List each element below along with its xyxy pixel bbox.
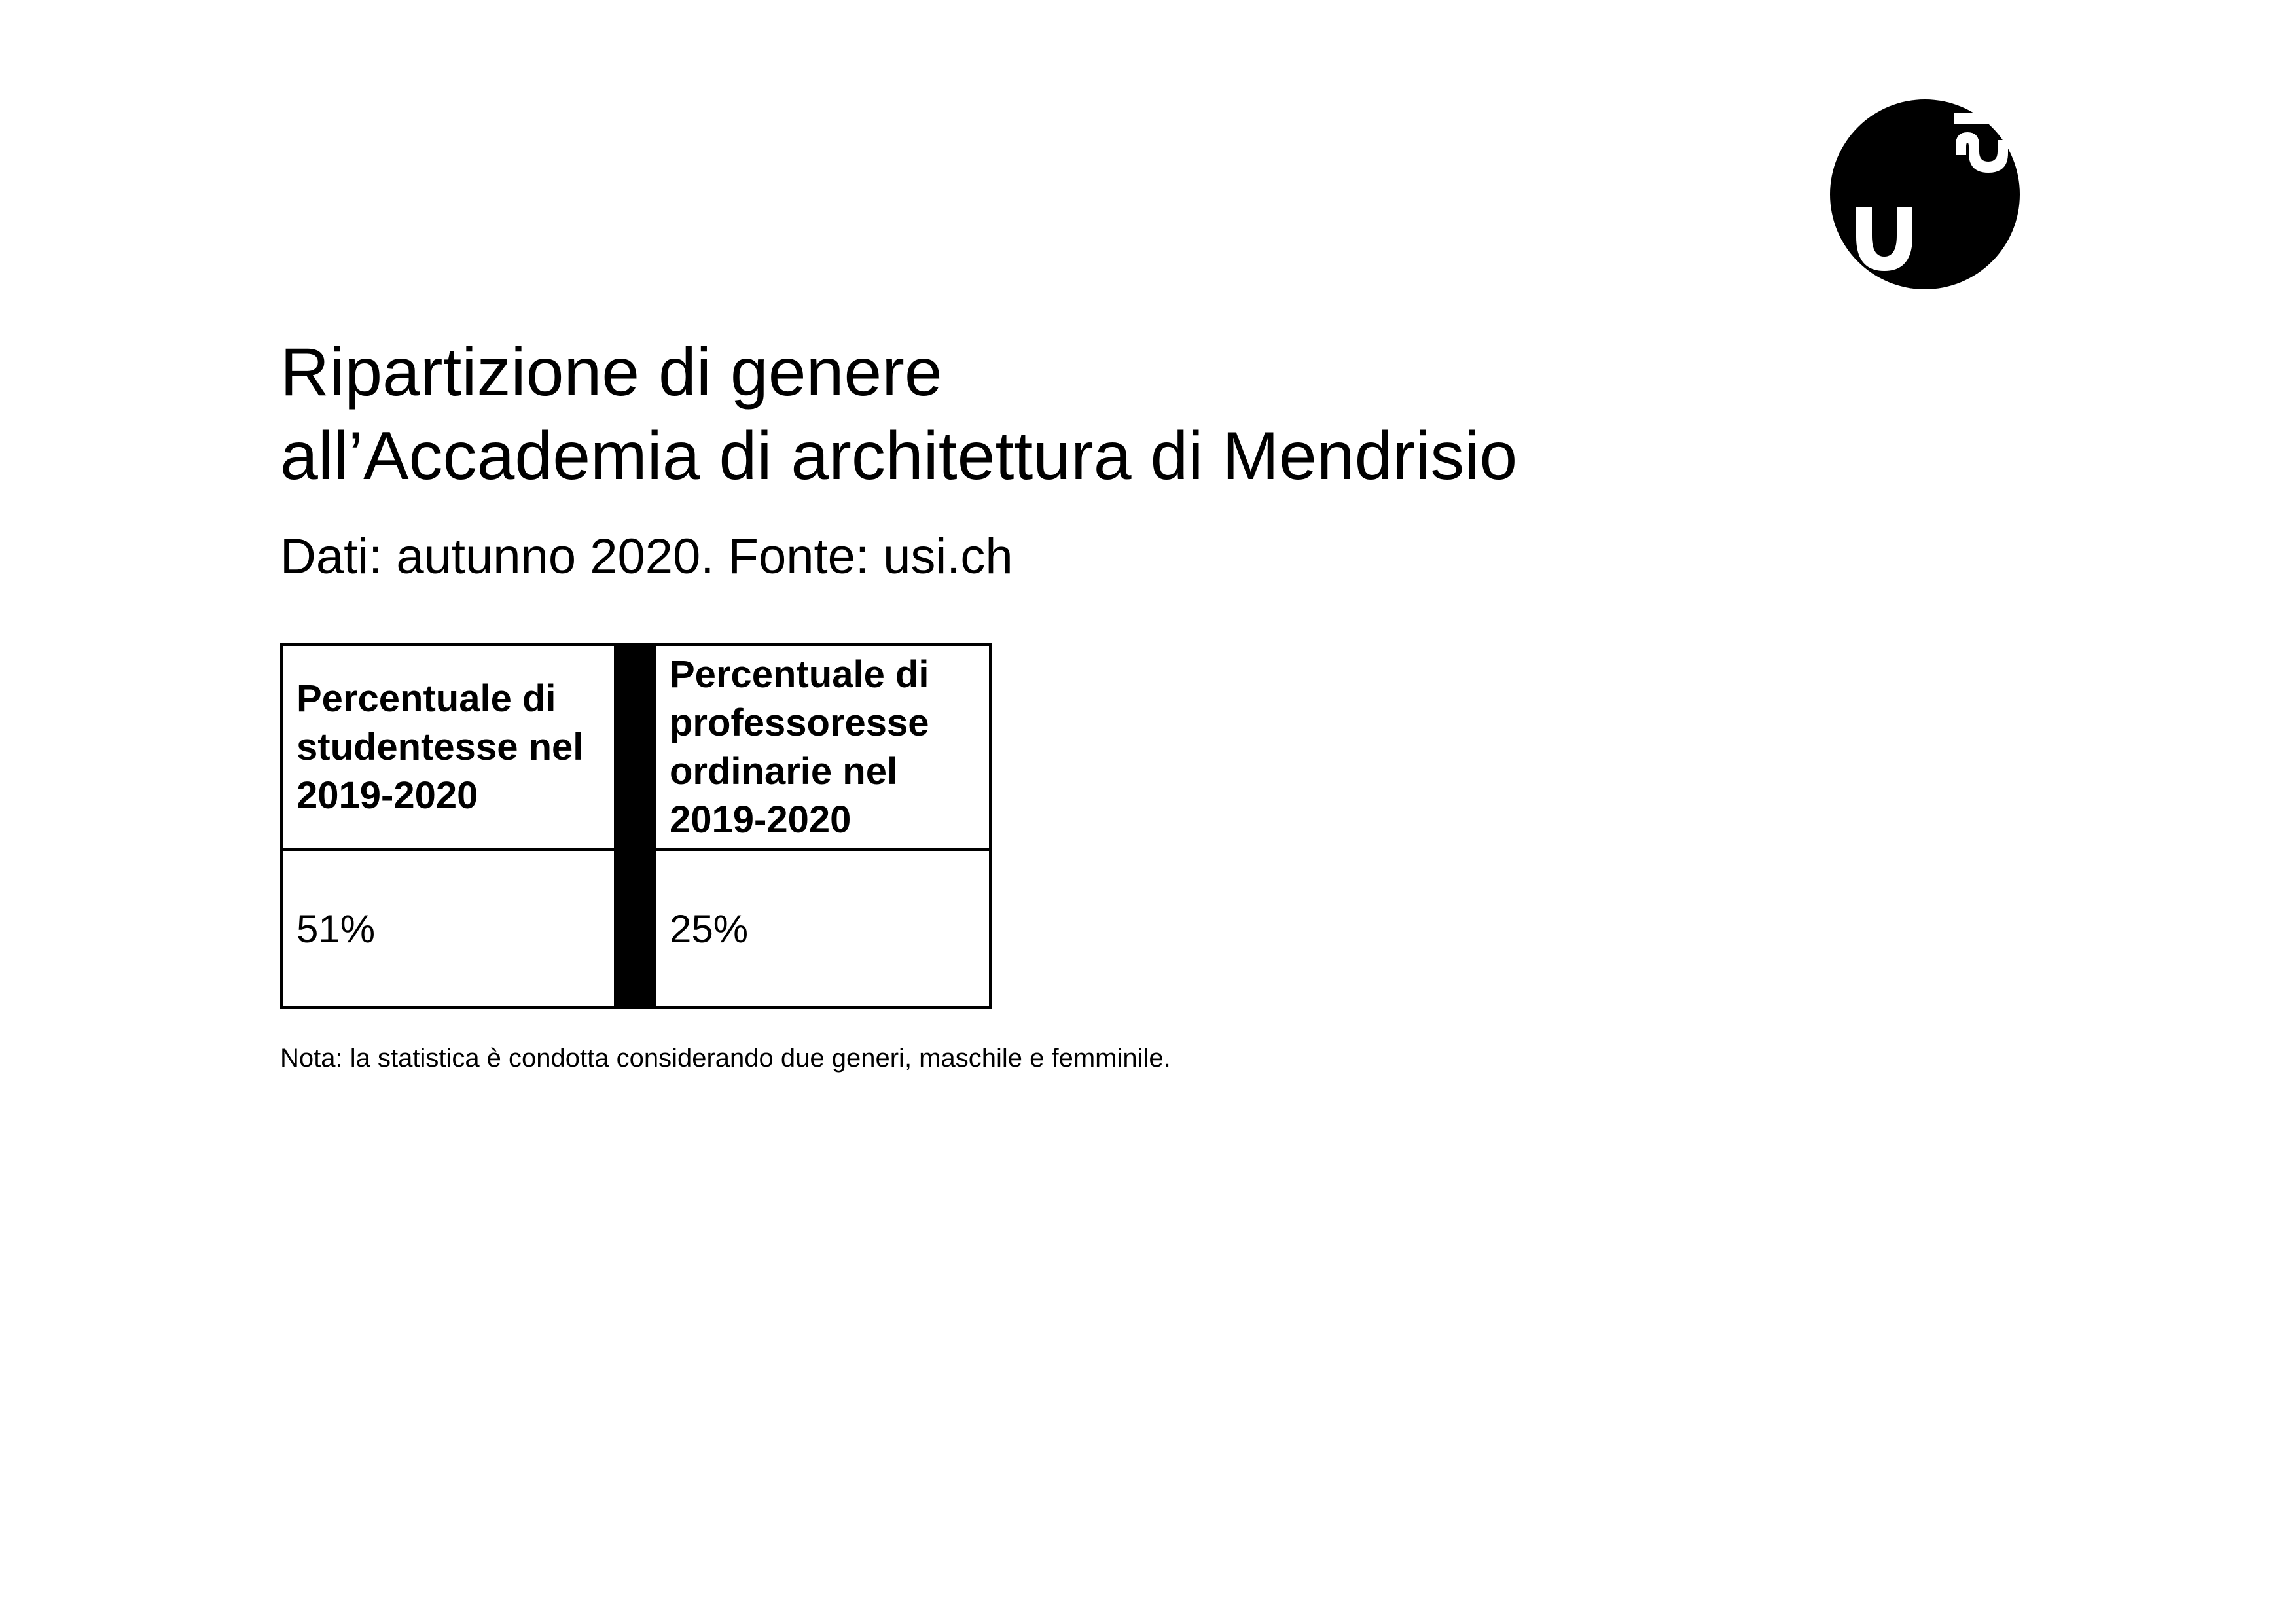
stat-students bbox=[283, 646, 617, 1006]
stat-students-label: Percentuale di studentesse nel 2019-2020 bbox=[283, 646, 614, 851]
column-divider bbox=[617, 646, 656, 1006]
usi-logo bbox=[1830, 99, 2020, 289]
stat-professors-label: Percentuale di professoresse ordinarie nel 2019-2020 bbox=[656, 646, 989, 851]
stat-students-value: 51% bbox=[296, 906, 376, 951]
title-line-1: Ripartizione di genere bbox=[280, 334, 942, 410]
stat-professors-value: 25% bbox=[670, 906, 749, 951]
subtitle: Dati: autunno 2020. Fonte: usi.ch bbox=[280, 529, 1013, 584]
footnote: Nota: la statistica è condotta considerando due generi, maschile e femminile. bbox=[280, 1044, 1171, 1073]
stats-table bbox=[280, 643, 992, 1009]
usi-logo-mark bbox=[1830, 99, 2020, 289]
title-line-2: all’Accademia di architettura di Mendrisio bbox=[280, 418, 1518, 494]
stat-professors bbox=[656, 646, 989, 1006]
page-title bbox=[280, 330, 1517, 498]
